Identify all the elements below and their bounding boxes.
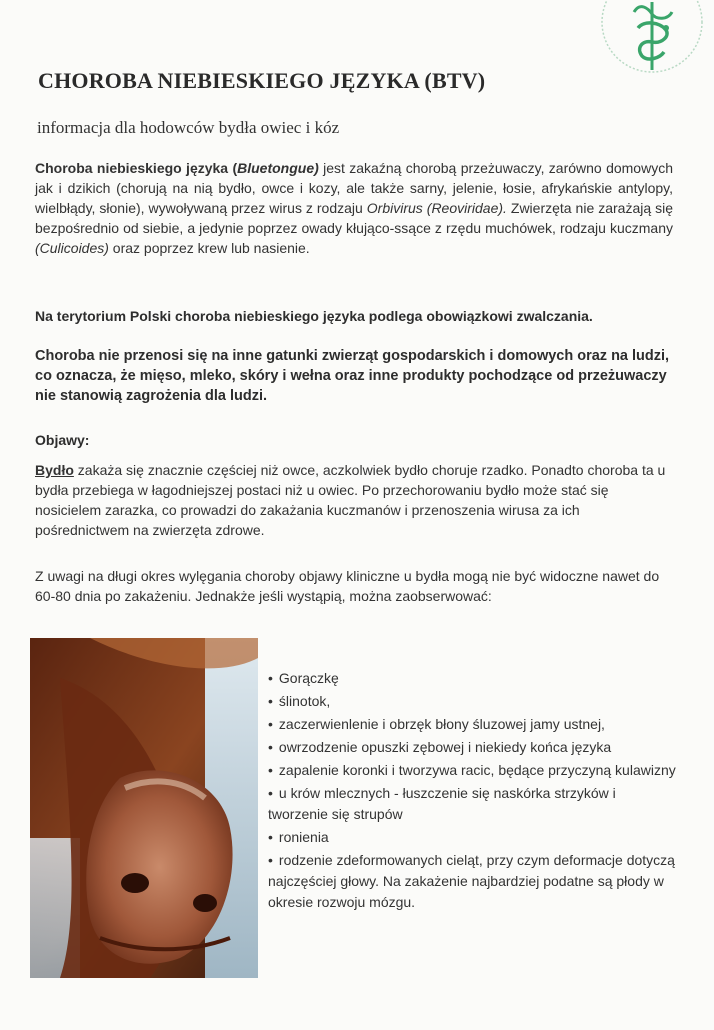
list-item: • ronienia	[268, 829, 329, 845]
intro-genus: Orbivirus (Reoviridae).	[366, 200, 507, 216]
caduceus-seal-icon	[596, 0, 706, 80]
list-item: • rodzenie zdeformowanych cieląt, przy czym deformacje dotyczą najczęściej głowy. Na zakażenie najbardziej podatne są płody w okresie rozwoju mózgu.	[268, 852, 675, 910]
list-item: • u krów mlecznych - łuszczenie się naskórka strzyków i tworzenie się strupów	[268, 785, 616, 822]
intro-lead: Choroba niebieskiego języka (	[35, 160, 238, 176]
list-item: • ślinotok,	[268, 693, 331, 709]
intro-paragraph	[35, 158, 673, 258]
intro-text-2: Zwierzęta nie zarażają się bezpośrednio od siebie, a jedynie poprzez owady kłująco-ssące z rzędu muchówek, rodzaju kuczmany	[35, 200, 673, 236]
bullet-icon: •	[268, 670, 273, 686]
bullet-icon: •	[268, 739, 273, 755]
intro-text-3: oraz poprzez krew lub nasienie.	[108, 240, 310, 256]
bullet-icon: •	[268, 762, 273, 778]
incubation-paragraph: Z uwagi na długi okres wylęgania choroby objawy kliniczne u bydła mogą nie być widoczne nawet do 60-80 dnia po zakażeniu. Jednakże jeśli wystąpią, można zaobserwować:	[35, 568, 660, 604]
intro-text-1: jest zakaźną chorobą przeżuwaczy, zarówno domowych jak i dzikich (chorują na nią bydło, owce i kozy, ale także sarny, jelenie, łosie, afrykańskie antylopy, wielbłądy, słonie), wywoływaną przez wirus z rodzaju	[35, 160, 673, 216]
intro-culicoides: (Culicoides)	[35, 240, 109, 256]
intro-latin-name: Bluetongue)	[237, 160, 319, 176]
bullet-icon: •	[268, 693, 273, 709]
document-subtitle: informacja dla hodowców bydła owiec i kóz	[37, 118, 340, 137]
cattle-lead: Bydło	[35, 462, 74, 478]
bullet-icon: •	[268, 785, 273, 801]
symptoms-heading: Objawy:	[35, 432, 90, 448]
cattle-paragraph	[35, 460, 673, 540]
bullet-icon: •	[268, 716, 273, 732]
safety-notice: Choroba nie przenosi się na inne gatunki zwierząt gospodarskich i domowych oraz na ludzi, co oznacza, że mięso, mleko, skóry i wełna oraz inne produkty pochodzące od przeżuwaczy nie stanowią zagrożenia dla ludzi.	[35, 348, 670, 404]
list-item: • owrzodzenie opuszki zębowej i niekiedy końca języka	[268, 739, 612, 755]
list-item: • zaczerwienlenie i obrzęk błony śluzowej jamy ustnej,	[268, 716, 605, 732]
cattle-text: zakaża się znacznie częściej niż owce, aczkolwiek bydło choruje rzadko. Ponadto choroba ta u bydła przebiega w łagodniejszej postaci niż u owiec. Po przechorowaniu bydło może stać się nosicielem zarazka, co prowadzi do zakażania kuczmanów i przenoszenia wirusa za ich pośrednictwem na zwierzęta zdrowe.	[35, 462, 666, 538]
list-item: • zapalenie koronki i tworzywa racic, będące przyczyną kulawizny	[268, 762, 676, 778]
list-item: • Gorączkę	[268, 670, 339, 686]
legal-notice: Na terytorium Polski choroba niebieskiego języka podlega obowiązkowi zwalczania.	[35, 308, 593, 324]
document-title: CHOROBA NIEBIESKIEGO JĘZYKA (BTV)	[38, 68, 486, 93]
bullet-icon: •	[268, 852, 273, 868]
cow-muzzle-photo	[30, 638, 258, 978]
symptoms-list	[268, 668, 678, 915]
bullet-icon: •	[268, 829, 273, 845]
